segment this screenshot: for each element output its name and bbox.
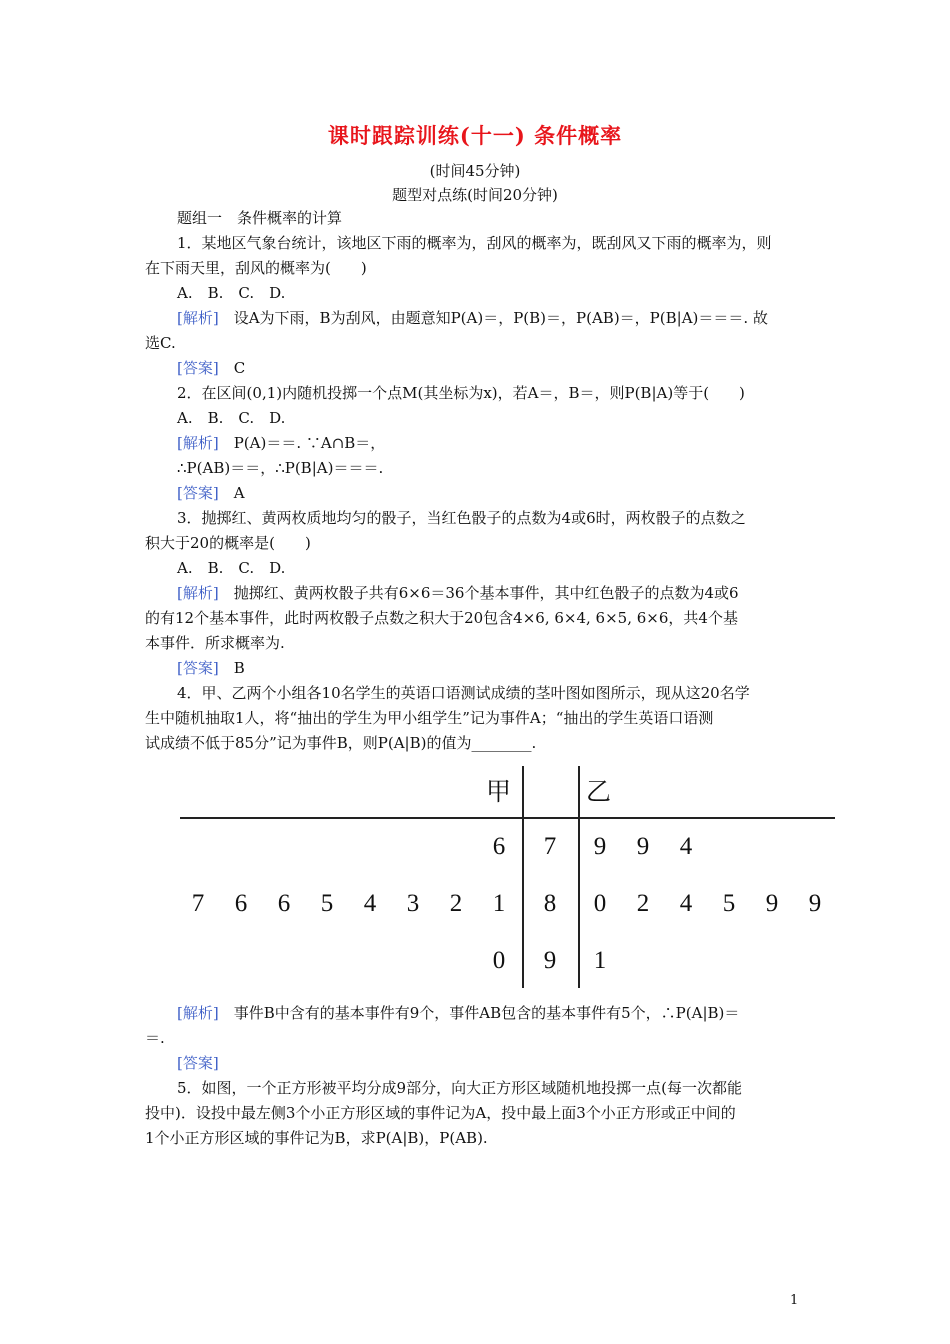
leaf-yi: 4 xyxy=(679,833,693,860)
header-divider xyxy=(180,817,835,819)
q1-solution-line2: 选C. xyxy=(145,334,176,352)
answer-tag: [答案] xyxy=(177,659,219,677)
solution-tag: [解析] xyxy=(177,434,219,452)
leaf-jia: 6 xyxy=(234,890,248,917)
q2-options: A. B. C. D. xyxy=(177,409,286,427)
answer-text: B xyxy=(218,659,245,677)
leaf-jia: 6 xyxy=(277,890,291,917)
q3-line2: 积大于20的概率是( ) xyxy=(145,534,311,552)
answer-tag: [答案] xyxy=(177,484,219,502)
leaf-jia: 3 xyxy=(406,890,420,917)
q4-line1: 4．甲、乙两个小组各10名学生的英语口语测试成绩的茎叶图如图所示，现从这20名学 xyxy=(177,684,750,702)
answer-text: A xyxy=(218,484,245,502)
leaf-yi: 0 xyxy=(593,890,607,917)
solution-text: 抛掷红、黄两枚骰子共有6×6＝36个基本事件，其中红色骰子的点数为4或6 xyxy=(218,584,739,602)
stem-left-divider xyxy=(522,766,524,988)
leaf-jia: 6 xyxy=(492,833,506,860)
answer-tag: [答案] xyxy=(177,359,219,377)
leaf-yi: 1 xyxy=(593,947,607,974)
q4-answer xyxy=(177,1053,219,1073)
q1-options: A. B. C. D. xyxy=(177,284,286,302)
stem-value: 9 xyxy=(543,947,557,974)
leaf-yi: 4 xyxy=(679,890,693,917)
answer-text: C xyxy=(218,359,246,377)
leaf-yi: 9 xyxy=(636,833,650,860)
q4-line3: 试成绩不低于85分”记为事件B，则P(A|B)的值为________. xyxy=(145,734,537,752)
q2-solution-line2: ∴P(AB)＝＝，∴P(B|A)＝＝＝. xyxy=(177,459,384,477)
answer-tag: [答案] xyxy=(177,1054,219,1072)
leaf-jia: 4 xyxy=(363,890,377,917)
leaf-jia: 5 xyxy=(320,890,334,917)
group-yi-label: 乙 xyxy=(586,777,612,806)
q4-solution-line2: ＝. xyxy=(145,1029,165,1047)
solution-text: P(A)＝＝. ∵A∩B＝， xyxy=(218,434,386,452)
group-title: 题组一 条件概率的计算 xyxy=(177,209,343,227)
leaf-jia: 1 xyxy=(492,890,506,917)
leaf-yi: 5 xyxy=(722,890,736,917)
leaf-yi: 9 xyxy=(593,833,607,860)
stem-value: 7 xyxy=(543,833,557,860)
leaf-yi: 9 xyxy=(808,890,822,917)
q4-line2: 生中随机抽取1人，将“抽出的学生为甲小组学生”记为事件A；“抽出的学生英语口语测 xyxy=(145,709,714,727)
q1-line1: 1．某地区气象台统计，该地区下雨的概率为，刮风的概率为，既刮风又下雨的概率为，则 xyxy=(177,234,772,252)
q5-line1: 5．如图，一个正方形被平均分成9部分，向大正方形区域随机地投掷一点(每一次都能 xyxy=(177,1079,742,1097)
solution-text: 事件B中含有的基本事件有9个，事件AB包含的基本事件有5个，∴P(A|B)＝ xyxy=(218,1004,740,1022)
stem-value: 8 xyxy=(543,890,557,917)
time-total: (时间45分钟) xyxy=(429,162,521,180)
q3-solution-line3: 本事件．所求概率为. xyxy=(145,634,285,652)
q3-options: A. B. C. D. xyxy=(177,559,286,577)
leaf-yi: 9 xyxy=(765,890,779,917)
stem-right-divider xyxy=(578,766,580,988)
page-title: 课时跟踪训练(十一) 条件概率 xyxy=(327,123,623,148)
solution-tag: [解析] xyxy=(177,584,219,602)
leaf-jia: 0 xyxy=(492,947,506,974)
q1-line2: 在下雨天里，刮风的概率为( ) xyxy=(145,259,367,277)
section-title: 题型对点练(时间20分钟) xyxy=(392,186,558,204)
q5-line2: 投中)．设投中最左侧3个小正方形区域的事件记为A，投中最上面3个小正方形或正中间的 xyxy=(145,1104,736,1122)
q4-solution xyxy=(177,1003,739,1023)
q5-line3: 1个小正方形区域的事件记为B，求P(A|B)，P(AB). xyxy=(145,1129,488,1147)
q3-solution-line2: 的有12个基本事件，此时两枚骰子点数之积大于20包含4×6, 6×4, 6×5, 6×6，共4个基 xyxy=(145,609,738,627)
q2-line1: 2．在区间(0,1)内随机投掷一个点M(其坐标为x)，若A＝，B＝，则P(B|A)等于( ) xyxy=(177,384,745,402)
leaf-jia: 2 xyxy=(449,890,463,917)
q3-line1: 3．抛掷红、黄两枚质地均匀的骰子，当红色骰子的点数为4或6时，两枚骰子的点数之 xyxy=(177,509,746,527)
leaf-jia: 7 xyxy=(191,890,205,917)
group-jia-label: 甲 xyxy=(486,777,512,806)
page-number: 1 xyxy=(790,1293,799,1308)
solution-tag: [解析] xyxy=(177,309,219,327)
leaf-yi: 2 xyxy=(636,890,650,917)
solution-tag: [解析] xyxy=(177,1004,219,1022)
solution-text: 设A为下雨，B为刮风，由题意知P(A)＝，P(B)＝，P(AB)＝，P(B|A)＝＝＝. 故 xyxy=(218,309,768,327)
